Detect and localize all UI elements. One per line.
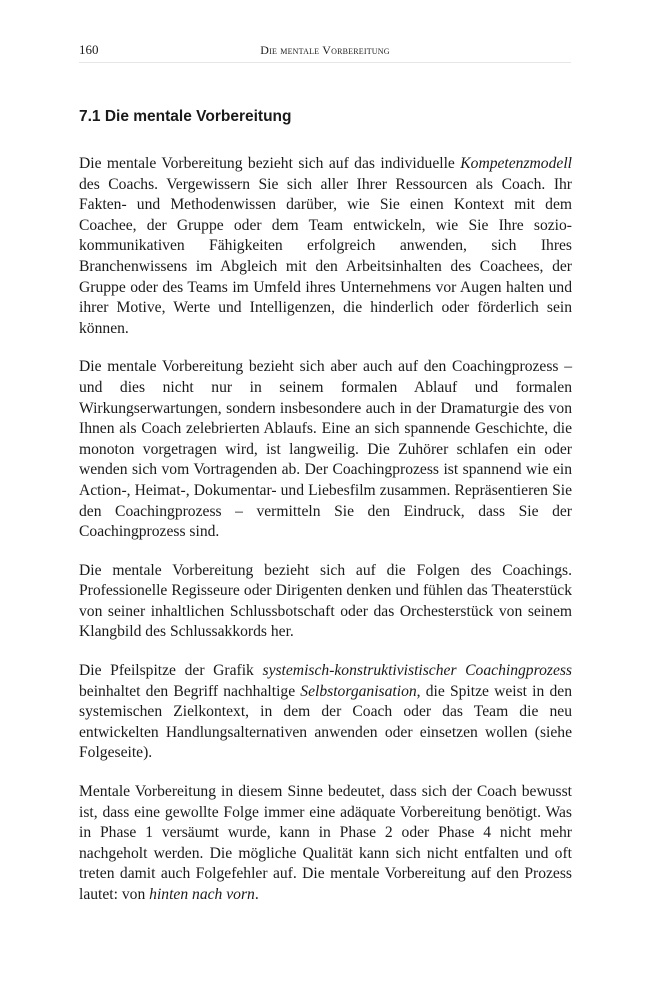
page-number: 160: [79, 42, 99, 57]
paragraph-3: Die mentale Vorbereitung bezieht sich auf die Folgen des Coachings. Professionelle Regisseure oder Dirigenten denken und fühlen das Theaterstück von seiner inhaltlichen Schlussbotschaft oder das Orchesterstück von seinem Klangbild des Schlussakkords her.: [79, 561, 572, 641]
paragraph-1-text-a: Die mentale Vorbereitung bezieht sich auf das individuelle: [79, 155, 461, 172]
paragraph-1-emphasis: Kompetenzmodell: [460, 155, 572, 172]
section-heading: 7.1 Die mentale Vorbereitung: [79, 108, 292, 125]
page-content: [79, 108, 572, 924]
paragraph-5-text-c: .: [254, 886, 259, 903]
page-header: [79, 40, 571, 63]
running-title: Die mentale Vorbereitung: [260, 43, 390, 57]
paragraph-4-text-a: Die Pfeilspitze der Grafik: [79, 662, 263, 680]
paragraph-5-text-a: Mentale Vorbereitung in diesem Sinne bedeutet, dass sich der Coach bewusst ist, dass eine gewollte Folge immer eine adäquate Vorbereitung benötigt. Was in Phase 1 versäumt wurde, kann in Phase 2 oder Phase 4 nicht mehr nachgeholt werden. Die mögliche Qualität kann sich nicht entfalten und oft treten damit auch Folgefehler auf. Die mentale Vorbereitung auf den Prozess lautet: von: [79, 783, 572, 903]
paragraph-4: [79, 661, 572, 764]
paragraph-4-text-c: beinhaltet den Begriff nachhaltige: [79, 682, 301, 700]
paragraph-4-text-e: , die Spitze weist in den systemischen Zielkontext, in dem der Coach oder das Team die neu entwickelten Handlungsalternativen anwenden oder einsetzen wollen (siehe Folgeseite).: [79, 682, 572, 762]
paragraph-4-emphasis-1: systemisch-konstruktivistischer Coachingprozess: [262, 662, 573, 680]
paragraph-1: [79, 154, 572, 339]
paragraph-1-text-c: des Coachs. Vergewissern Sie sich aller Ihrer Ressourcen als Coach. Ihr Fakten- und Methodenwissen darüber, wie Sie einen Kontext mit dem Coachee, der Gruppe oder dem Team entwickeln, wie Sie Ihre sozio-kommunikativen Fähigkeiten erfolgreich anwenden, sich Ihres Branchenwissens im Abgleich mit den Arbeitsinhalten des Coachees, der Gruppe oder des Teams im Umfeld ihres Unternehmens vor Augen halten und ihrer Motive, Werte und Intelligenzen, die hinderlich oder förderlich sein können.: [79, 175, 572, 337]
paragraph-4-emphasis-2: Selbstorganisation: [300, 682, 417, 700]
paragraph-2: Die mentale Vorbereitung bezieht sich aber auch auf den Coachingprozess – und dies nicht nur in seinem formalen Ablauf und formalen Wirkungserwartungen, sondern insbesondere auch in der Dramaturgie des von Ihnen als Coach zelebrierten Ablaufs. Eine an sich spannende Geschichte, die monoton vorgetragen wird, ist langweilig. Die Zuhörer schlafen ein oder wenden sich vom Vortragenden ab. Der Coachingprozess ist spannend wie ein Action-, Heimat-, Dokumentar- und Liebesfilm zusammen. Repräsentieren Sie den Coachingprozess – vermitteln Sie den Eindruck, dass Sie der Coachingprozess sind.: [79, 358, 572, 541]
paragraph-5-emphasis: hinten nach vorn: [149, 886, 255, 903]
paragraph-5: [79, 782, 572, 906]
